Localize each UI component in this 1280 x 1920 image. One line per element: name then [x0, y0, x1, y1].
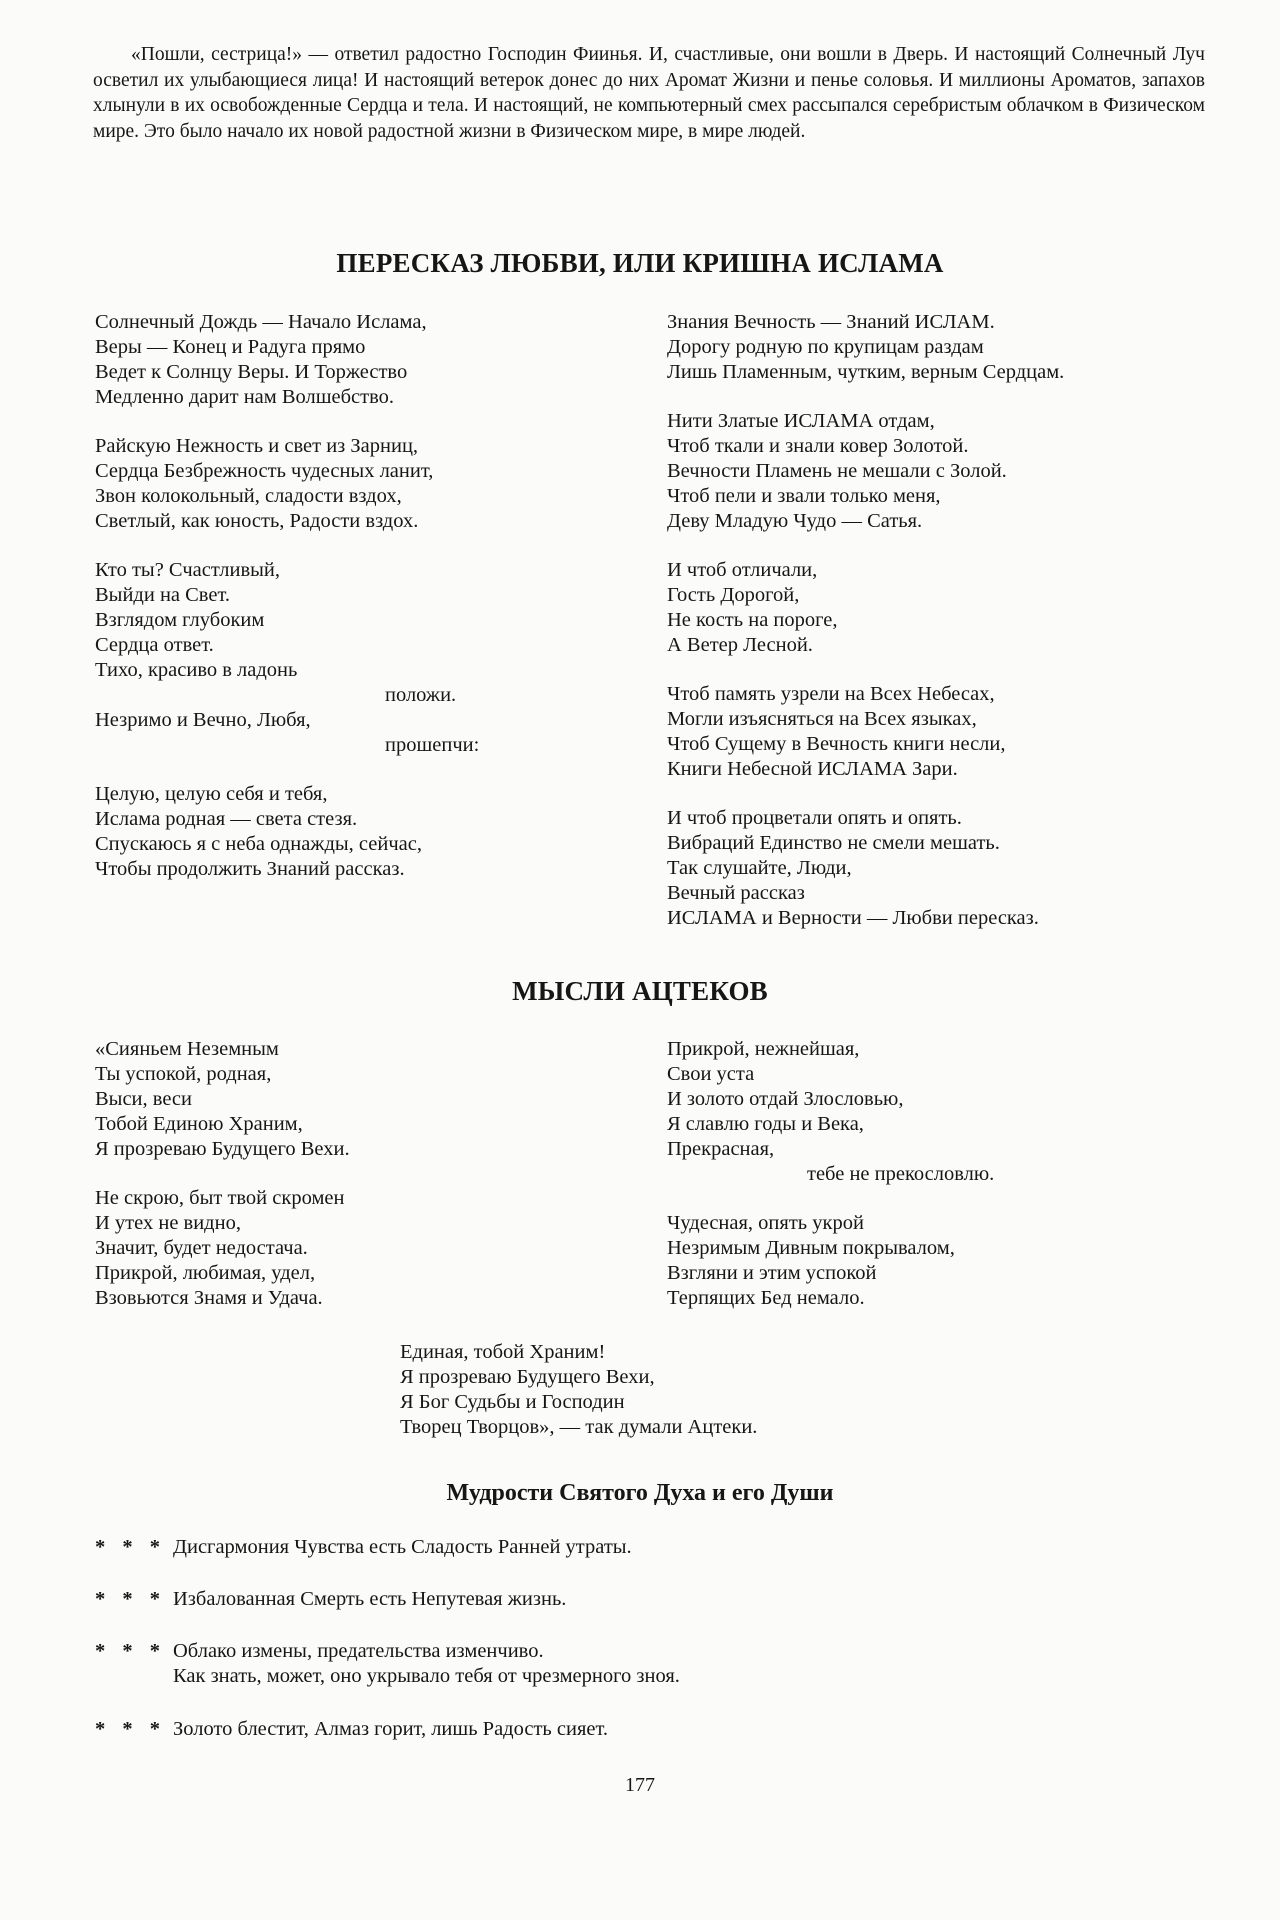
verse-line: Чтоб ткали и знали ковер Золотой.: [667, 435, 969, 457]
verse-line: Вибраций Единство не смели мешать.: [667, 832, 1000, 854]
verse-line: Вечности Пламень не мешали с Золой.: [667, 460, 1007, 482]
verse-line: Я прозреваю Будущего Вехи.: [95, 1138, 350, 1160]
verse-line: Тихо, красиво в ладонь: [95, 659, 298, 681]
verse-line: Не скрою, быт твой скромен: [95, 1187, 345, 1209]
stanza: [667, 558, 1064, 658]
verse-line: Целую, целую себя и тебя,: [95, 783, 328, 805]
verse-line: Светлый, как юность, Радости вздох.: [95, 510, 419, 532]
verse-line: Выси, веси: [95, 1088, 193, 1110]
wisdom-text: Облако измены, предательства изменчиво.: [173, 1640, 544, 1662]
verse-line: Знания Вечность — Знаний ИСЛАМ.: [667, 311, 995, 333]
verse-line: Прекрасная,: [667, 1138, 775, 1160]
verse-line: Чтоб Сущему в Вечность книги несли,: [667, 733, 1006, 755]
stanza: [667, 1211, 994, 1311]
verse-line: Выйди на Свет.: [95, 584, 231, 606]
verse-line: И чтоб процветали опять и опять.: [667, 807, 962, 829]
wisdom-text: Избалованная Смерть есть Непутевая жизнь.: [173, 1588, 567, 1610]
verse-line: Чтобы продолжить Знаний рассказ.: [95, 858, 405, 880]
verse-line: Медленно дарит нам Волшебство.: [95, 386, 395, 408]
stanza: [95, 782, 479, 882]
verse-line: Взовьются Знамя и Удача.: [95, 1287, 323, 1309]
page-number: 177: [625, 1774, 655, 1796]
verse-line: Нити Златые ИСЛАМА отдам,: [667, 410, 935, 432]
verse-line: Не кость на пороге,: [667, 609, 838, 631]
verse-line: Чудесная, опять укрой: [667, 1212, 864, 1234]
stanza: [667, 310, 1064, 385]
stanza: [667, 1037, 994, 1187]
verse-line: Чтоб память узрели на Всех Небесах,: [667, 683, 995, 705]
verse-line: И чтоб отличали,: [667, 559, 818, 581]
poem-title-love-retelling: ПЕРЕСКАЗ ЛЮБВИ, ИЛИ КРИШНА ИСЛАМА: [336, 248, 944, 278]
verse-line: Вечный рассказ: [667, 882, 805, 904]
verse-line: Спускаюсь я с неба однажды, сейчас,: [95, 833, 422, 855]
wisdom-text: Дисгармония Чувства есть Сладость Ранней утраты.: [173, 1536, 632, 1558]
stanza: [95, 310, 479, 410]
stanza: [667, 806, 1064, 931]
stanza: [667, 409, 1064, 534]
verse-line: Деву Младую Чудо — Сатья.: [667, 510, 923, 532]
intro-paragraph: «Пошли, сестрица!» — ответил радостно Господин Фиинья. И, счастливые, они вошли в Дверь. И настоящий Солнечный Луч осветил их улыбающиеся лица! И настоящий ветерок донес до них Аромат Жизни и пенье соловья. И миллионы Ароматов, запахов хлынули в их освобожденные Сердца и тела. И настоящий, не компьютерный смех рассыпался серебристым облачком в Физическом мире. Это было начало их новой радостной жизни в Физическом мире, в мире людей.: [93, 44, 1205, 142]
verse-line: ИСЛАМА и Верности — Любви пересказ.: [667, 907, 1039, 929]
verse-line: Незримо и Вечно, Любя,: [95, 709, 311, 731]
verse-line: Сердца Безбрежность чудесных ланит,: [95, 460, 434, 482]
verse-line: Гость Дорогой,: [667, 584, 800, 606]
verse-line: Ты успокой, родная,: [95, 1063, 272, 1085]
stanza: [95, 1037, 350, 1162]
poem1-right-column: [667, 310, 1064, 955]
asterism-marker: * * *: [95, 1640, 166, 1662]
verse-line: Взгляни и этим успокой: [667, 1262, 877, 1284]
verse-line: положи.: [385, 684, 457, 706]
stanza: [667, 682, 1064, 782]
poem2-closing-stanza: [400, 1340, 757, 1440]
verse-line: Сердца ответ.: [95, 634, 214, 656]
poem2-right-column: [667, 1037, 994, 1335]
verse-line: Прикрой, нежнейшая,: [667, 1038, 860, 1060]
verse-line: Терпящих Бед немало.: [667, 1287, 865, 1309]
stanza: [95, 558, 479, 758]
verse-line: Чтоб пели и звали только меня,: [667, 485, 941, 507]
poem2-left-column: [95, 1037, 350, 1335]
verse-line: Тобой Единою Храним,: [95, 1113, 303, 1135]
verse-line: Ислама родная — света стезя.: [95, 808, 358, 830]
verse-line: «Сияньем Неземным: [95, 1038, 279, 1060]
intro-text: [93, 42, 1205, 144]
verse-line: прошепчи:: [385, 734, 480, 756]
verse-line: Кто ты? Счастливый,: [95, 559, 281, 581]
wisdom-text: Золото блестит, Алмаз горит, лишь Радость сияет.: [173, 1718, 609, 1740]
poem-title-aztec-thoughts: МЫСЛИ АЦТЕКОВ: [512, 976, 768, 1006]
verse-line: Дорогу родную по крупицам раздам: [667, 336, 984, 358]
verse-line: Могли изъясняться на Всех языках,: [667, 708, 977, 730]
verse-line: Я Бог Судьбы и Господин: [400, 1391, 625, 1413]
verse-line: Единая, тобой Храним!: [400, 1341, 606, 1363]
verse-line: тебе не прекословлю.: [807, 1163, 995, 1185]
poem1-left-column: [95, 310, 479, 906]
verse-line: И утех не видно,: [95, 1212, 241, 1234]
stanza: [95, 1186, 350, 1311]
stanza: [95, 434, 479, 534]
verse-line: Творец Творцов», — так думали Ацтеки.: [400, 1416, 758, 1438]
verse-line: Свои уста: [667, 1063, 755, 1085]
verse-line: А Ветер Лесной.: [667, 634, 813, 656]
verse-line: Значит, будет недостача.: [95, 1237, 308, 1259]
asterism-marker: * * *: [95, 1536, 166, 1558]
verse-line: Солнечный Дождь — Начало Ислама,: [95, 311, 427, 333]
verse-line: Звон колокольный, сладости вздох,: [95, 485, 402, 507]
verse-line: Взглядом глубоким: [95, 609, 265, 631]
verse-line: Книги Небесной ИСЛАМА Зари.: [667, 758, 958, 780]
wisdom-section-title: Мудрости Святого Духа и его Души: [446, 1480, 834, 1506]
verse-line: Райскую Нежность и свет из Зарниц,: [95, 435, 419, 457]
verse-line: Ведет к Солнцу Веры. И Торжество: [95, 361, 408, 383]
verse-line: Я славлю годы и Века,: [667, 1113, 864, 1135]
asterism-marker: * * *: [95, 1588, 166, 1610]
asterism-marker: * * *: [95, 1718, 166, 1740]
verse-line: Я прозреваю Будущего Вехи,: [400, 1366, 655, 1388]
wisdom-text: Как знать, может, оно укрывало тебя от чрезмерного зноя.: [173, 1665, 680, 1687]
verse-line: Веры — Конец и Радуга прямо: [95, 336, 366, 358]
verse-line: Так слушайте, Люди,: [667, 857, 852, 879]
verse-line: Лишь Пламенным, чутким, верным Сердцам.: [667, 361, 1065, 383]
verse-line: И золото отдай Злословью,: [667, 1088, 904, 1110]
verse-line: Незримым Дивным покрывалом,: [667, 1237, 955, 1259]
verse-line: Прикрой, любимая, удел,: [95, 1262, 316, 1284]
